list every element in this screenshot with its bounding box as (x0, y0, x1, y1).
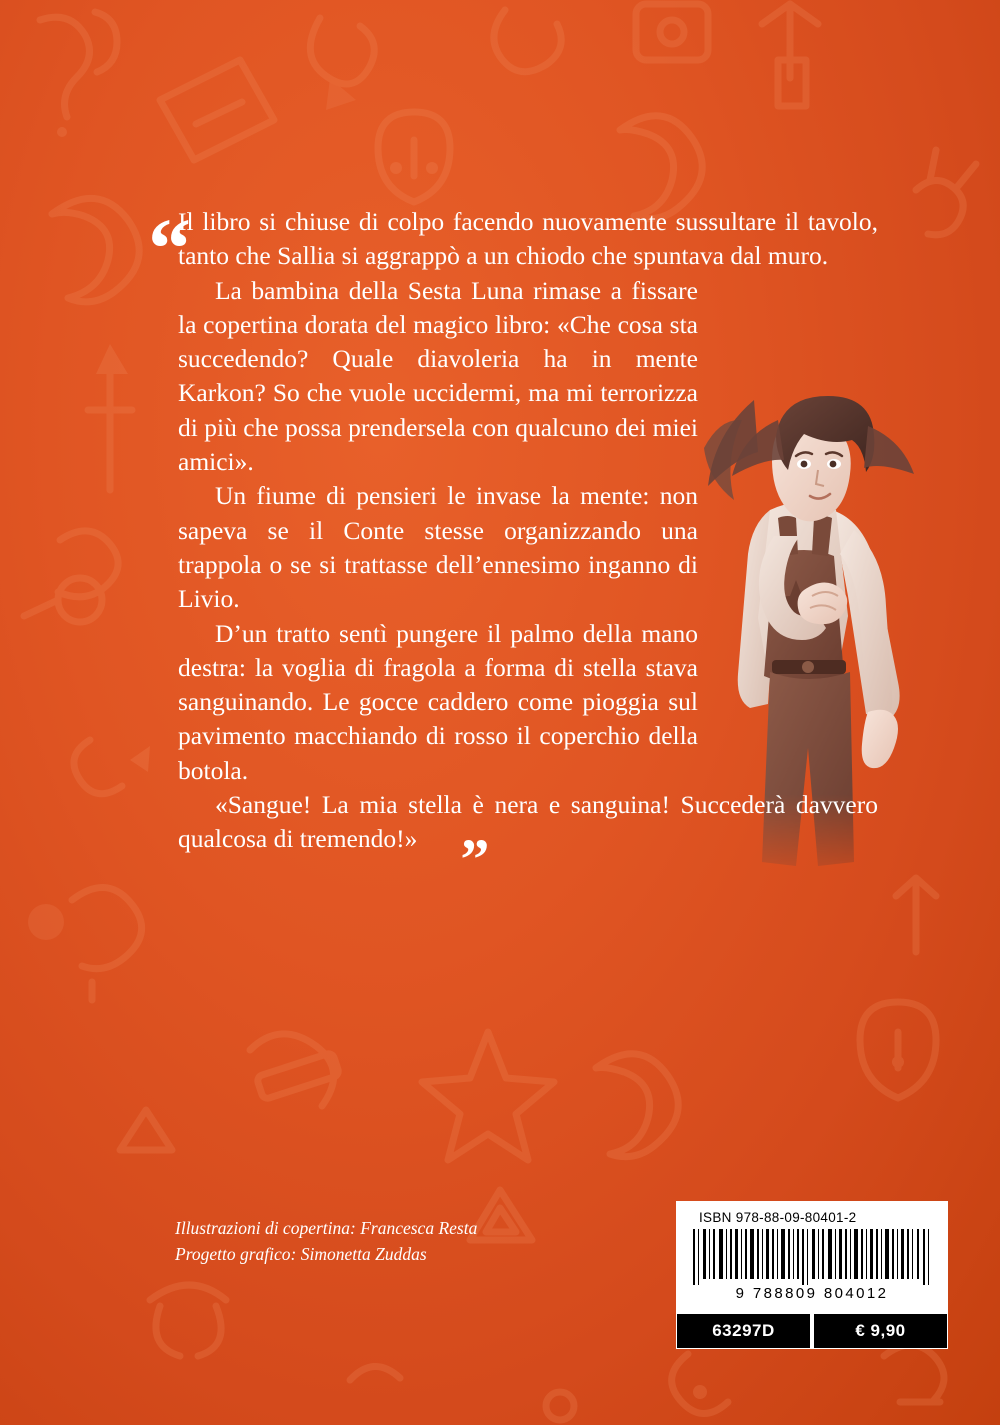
barcode-image (689, 1229, 935, 1285)
price: € 9,90 (810, 1314, 947, 1348)
open-quote-mark: “ (148, 200, 187, 296)
isbn-barcode-box (676, 1201, 948, 1349)
isbn-inner (677, 1202, 947, 1311)
price-row (677, 1311, 947, 1348)
credits (175, 1216, 477, 1267)
quote-paragraph: Un fiume di pensieri le invase la mente: non sapeva se il Conte stesse organizzando una trappola o se si trattasse dell’ennesimo inganno di Livio. (178, 481, 698, 614)
isbn-label: ISBN 978-88-09-80401-2 (699, 1210, 857, 1225)
quote-paragraph-text: «Sangue! La mia stella è nera e sanguina! Succederà davvero qualcosa di tremendo!» (178, 790, 878, 854)
quote-paragraph: D’un tratto sentì pungere il palmo della mano destra: la voglia di fragola a forma di stella stava sanguinando. Le gocce caddero come pioggia sul pavimento macchiando di rosso il coperchio della botola. (178, 618, 698, 785)
credits-design: Progetto grafico: Simonetta Zuddas (175, 1243, 427, 1264)
quote-paragraph: Il libro si chiuse di colpo facendo nuovamente sussultare il tavolo, tanto che Sallia si aggrappò a un chiodo che spuntava dal muro. (178, 207, 878, 271)
quote-block (148, 200, 878, 893)
product-code: 63297D (677, 1314, 810, 1348)
credits-illustration: Illustrazioni di copertina: Francesca Resta (175, 1218, 478, 1239)
quote-text (148, 200, 878, 893)
barcode-digits: 9 788809 804012 (735, 1285, 889, 1302)
quote-paragraph-last: «Sangue! La mia stella è nera e sanguina! Succederà davvero qualcosa di tremendo!» ” (178, 790, 878, 893)
quote-paragraph: La bambina della Sesta Luna rimase a fissare la copertina dorata del magico libro: «Che cosa sta succedendo? Quale diavoleria ha in mente Karkon? So che vuole uccidermi, ma mi terrorizza di più che possa prendersela con qualcuno dei miei amici». (178, 275, 698, 477)
